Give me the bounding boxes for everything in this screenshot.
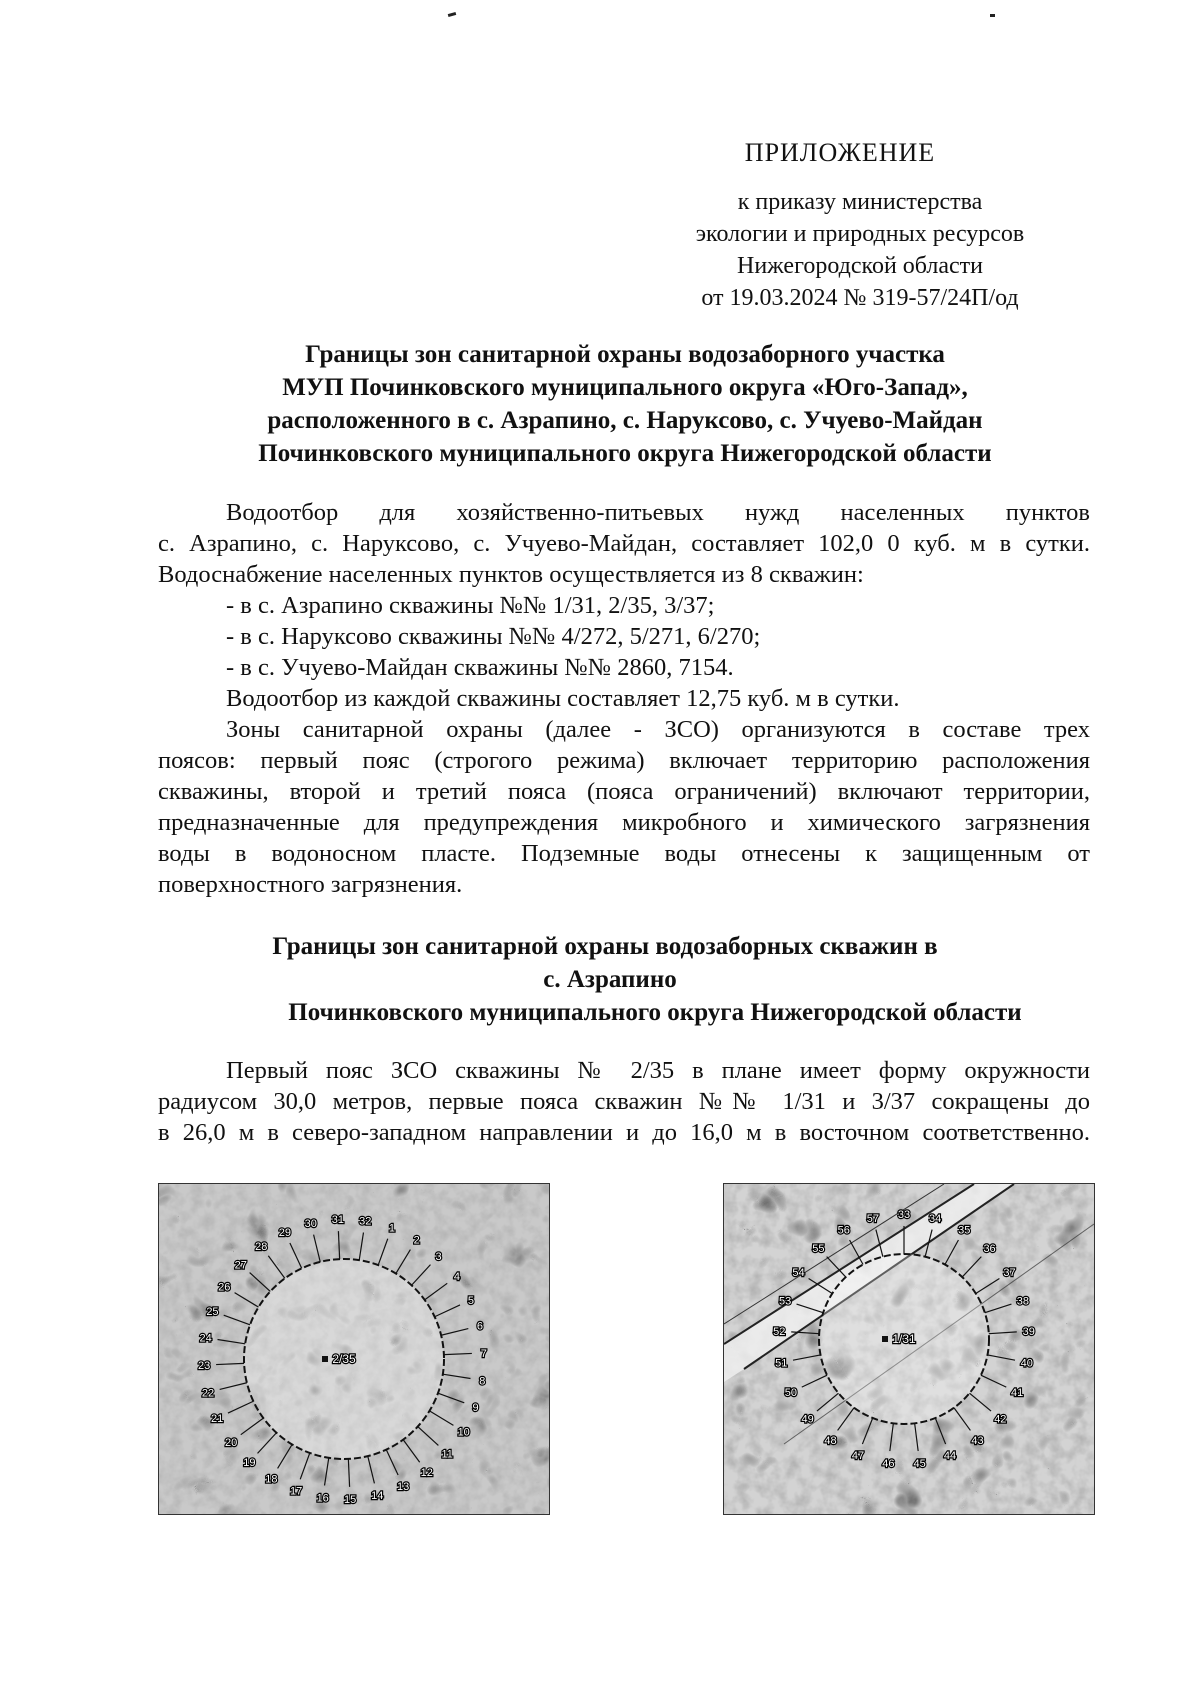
boundary-point-label: 43	[971, 1435, 984, 1448]
appendix-line: Нижегородской области	[736, 253, 984, 279]
boundary-point-label: 53	[778, 1295, 792, 1308]
appendix-line: к приказу министерства	[737, 189, 983, 215]
boundary-point-label: 9	[472, 1401, 479, 1414]
boundary-point-label: 40	[1020, 1357, 1033, 1370]
boundary-point-label: 39	[1022, 1326, 1035, 1339]
boundary-point-label: 22	[201, 1387, 215, 1400]
well-marker	[322, 1356, 328, 1362]
body-line: поверхностного загрязнения.	[158, 871, 463, 898]
boundary-point-label: 3	[435, 1250, 442, 1263]
boundary-point-label: 54	[792, 1267, 805, 1280]
boundary-point-label: 5	[467, 1294, 474, 1307]
section-body-line: радиусом 30,0 метров, первые пояса скважин №№ 1/31 и 3/37 сокращены до	[158, 1088, 1090, 1115]
section-body	[158, 1055, 1090, 1148]
boundary-point-label: 32	[359, 1215, 372, 1228]
boundary-point-label: 30	[304, 1218, 317, 1231]
boundary-point-label: 2	[413, 1234, 420, 1247]
appendix-line: от 19.03.2024 № 319-57/24П/од	[701, 285, 1019, 311]
boundary-point-label: 20	[224, 1436, 238, 1449]
body-text	[158, 497, 1090, 900]
boundary-point-label: 46	[882, 1458, 895, 1471]
map-azrapino-well-1-31	[723, 1183, 1095, 1515]
boundary-point-label: 45	[913, 1458, 926, 1471]
body-line: Зоны санитарной охраны (далее - ЗСО) организуются в составе трех	[226, 716, 1090, 743]
boundary-point-label: 11	[441, 1448, 453, 1461]
section-heading-line: Границы зон санитарной охраны водозаборных скважин в	[272, 933, 938, 960]
boundary-point-label: 7	[480, 1347, 487, 1360]
map-image	[159, 1184, 549, 1514]
main-heading-line: расположенного в с. Азрапино, с. Наруксово, с. Учуево-Майдан	[267, 407, 983, 434]
boundary-point-label: 49	[801, 1413, 814, 1426]
map-azrapino-well-2-35	[158, 1183, 550, 1515]
boundary-point-label: 42	[994, 1413, 1007, 1426]
boundary-point-label: 26	[218, 1281, 231, 1294]
boundary-point-label: 56	[837, 1224, 850, 1237]
list-item: - в с. Учуево-Майдан скважины №№ 2860, 7154.	[226, 654, 734, 681]
boundary-point-label: 23	[198, 1360, 211, 1373]
body-line: скважины, второй и третий пояса (пояса ограничений) включают территории,	[158, 778, 1090, 805]
boundary-point-label: 21	[210, 1413, 224, 1426]
boundary-point-label: 50	[784, 1387, 798, 1400]
boundary-point-label: 10	[457, 1426, 470, 1439]
boundary-point-label: 57	[866, 1212, 880, 1225]
boundary-point-label: 51	[775, 1357, 788, 1370]
boundary-point-label: 38	[1016, 1295, 1030, 1308]
main-heading-line: Границы зон санитарной охраны водозаборного участка	[305, 341, 945, 368]
body-line: воды в водоносном пласте. Подземные воды отнесены к защищенным от	[158, 840, 1090, 867]
list-item: - в с. Азрапино скважины №№ 1/31, 2/35, 3/37;	[226, 592, 715, 619]
boundary-point-label: 27	[234, 1259, 247, 1272]
body-line: Водоотбор для хозяйственно-питьевых нужд населенных пунктов	[226, 499, 1090, 526]
appendix-title: ПРИЛОЖЕНИЕ	[744, 138, 936, 167]
boundary-point-label: 55	[812, 1242, 825, 1255]
boundary-point-label: 4	[453, 1271, 460, 1284]
scan-speck	[990, 14, 995, 17]
boundary-point-label: 8	[479, 1375, 486, 1388]
body-line: предназначенные для предупреждения микробного и химического загрязнения	[158, 809, 1090, 836]
boundary-point-label: 29	[278, 1227, 291, 1240]
boundary-point-label: 12	[420, 1466, 433, 1479]
boundary-point-label: 28	[255, 1241, 268, 1254]
boundary-point-label: 44	[943, 1450, 957, 1463]
body-line: поясов: первый пояс (строгого режима) включает территорию расположения	[158, 747, 1090, 774]
section-heading	[160, 930, 1090, 1029]
boundary-point-label: 48	[824, 1435, 837, 1448]
section-body-line: Первый пояс ЗСО скважины № 2/35 в плане имеет форму окружности	[226, 1057, 1090, 1084]
boundary-point-label: 34	[928, 1212, 942, 1225]
boundary-point-label: 31	[331, 1214, 345, 1227]
boundary-point-label: 52	[773, 1326, 786, 1339]
boundary-point-label: 18	[265, 1473, 278, 1486]
boundary-point-label: 33	[897, 1209, 911, 1221]
body-line: Водоснабжение населенных пунктов осуществляется из 8 скважин:	[158, 561, 864, 588]
body-line: Водоотбор из каждой скважины составляет 12,75 куб. м в сутки.	[226, 685, 900, 712]
map-image	[724, 1184, 1094, 1514]
boundary-point-label: 35	[958, 1224, 971, 1237]
body-line: с. Азрапино, с. Наруксово, с. Учуево-Майдан, составляет 102,0 0 куб. м в сутки.	[158, 530, 1090, 557]
appendix-reference	[640, 186, 1080, 314]
scan-speck	[448, 12, 457, 17]
boundary-point-label: 36	[983, 1242, 996, 1255]
main-heading	[160, 338, 1090, 470]
main-heading-line: МУП Починковского муниципального округа «Юго-Запад»,	[282, 374, 968, 401]
boundary-point-label: 6	[476, 1320, 484, 1333]
boundary-point-label: 41	[1010, 1387, 1024, 1400]
boundary-point-label: 24	[199, 1332, 212, 1345]
boundary-point-label: 37	[1003, 1267, 1016, 1280]
well-marker	[882, 1336, 888, 1342]
main-heading-line: Починковского муниципального округа Нижегородской области	[258, 440, 992, 467]
well-label: 1/31	[892, 1332, 916, 1346]
section-body-line: в 26,0 м в северо-западном направлении и до 16,0 м в восточном соответственно.	[158, 1119, 1090, 1146]
boundary-point-label: 25	[206, 1306, 219, 1319]
section-heading-line: с. Азрапино	[543, 966, 677, 993]
list-item: - в с. Наруксово скважины №№ 4/272, 5/271, 6/270;	[226, 623, 761, 650]
boundary-point-label: 14	[371, 1489, 384, 1502]
boundary-point-label: 13	[397, 1480, 410, 1493]
appendix-line: экологии и природных ресурсов	[695, 221, 1025, 247]
boundary-point-label: 15	[343, 1493, 357, 1506]
well-label: 2/35	[332, 1352, 356, 1366]
boundary-point-label: 47	[851, 1450, 865, 1463]
section-heading-line: Починковского муниципального округа Нижегородской области	[288, 999, 1022, 1026]
boundary-point-label: 17	[289, 1485, 303, 1498]
boundary-point-label: 1	[388, 1222, 395, 1235]
boundary-point-label: 19	[243, 1457, 256, 1470]
boundary-point-label: 16	[316, 1492, 329, 1505]
